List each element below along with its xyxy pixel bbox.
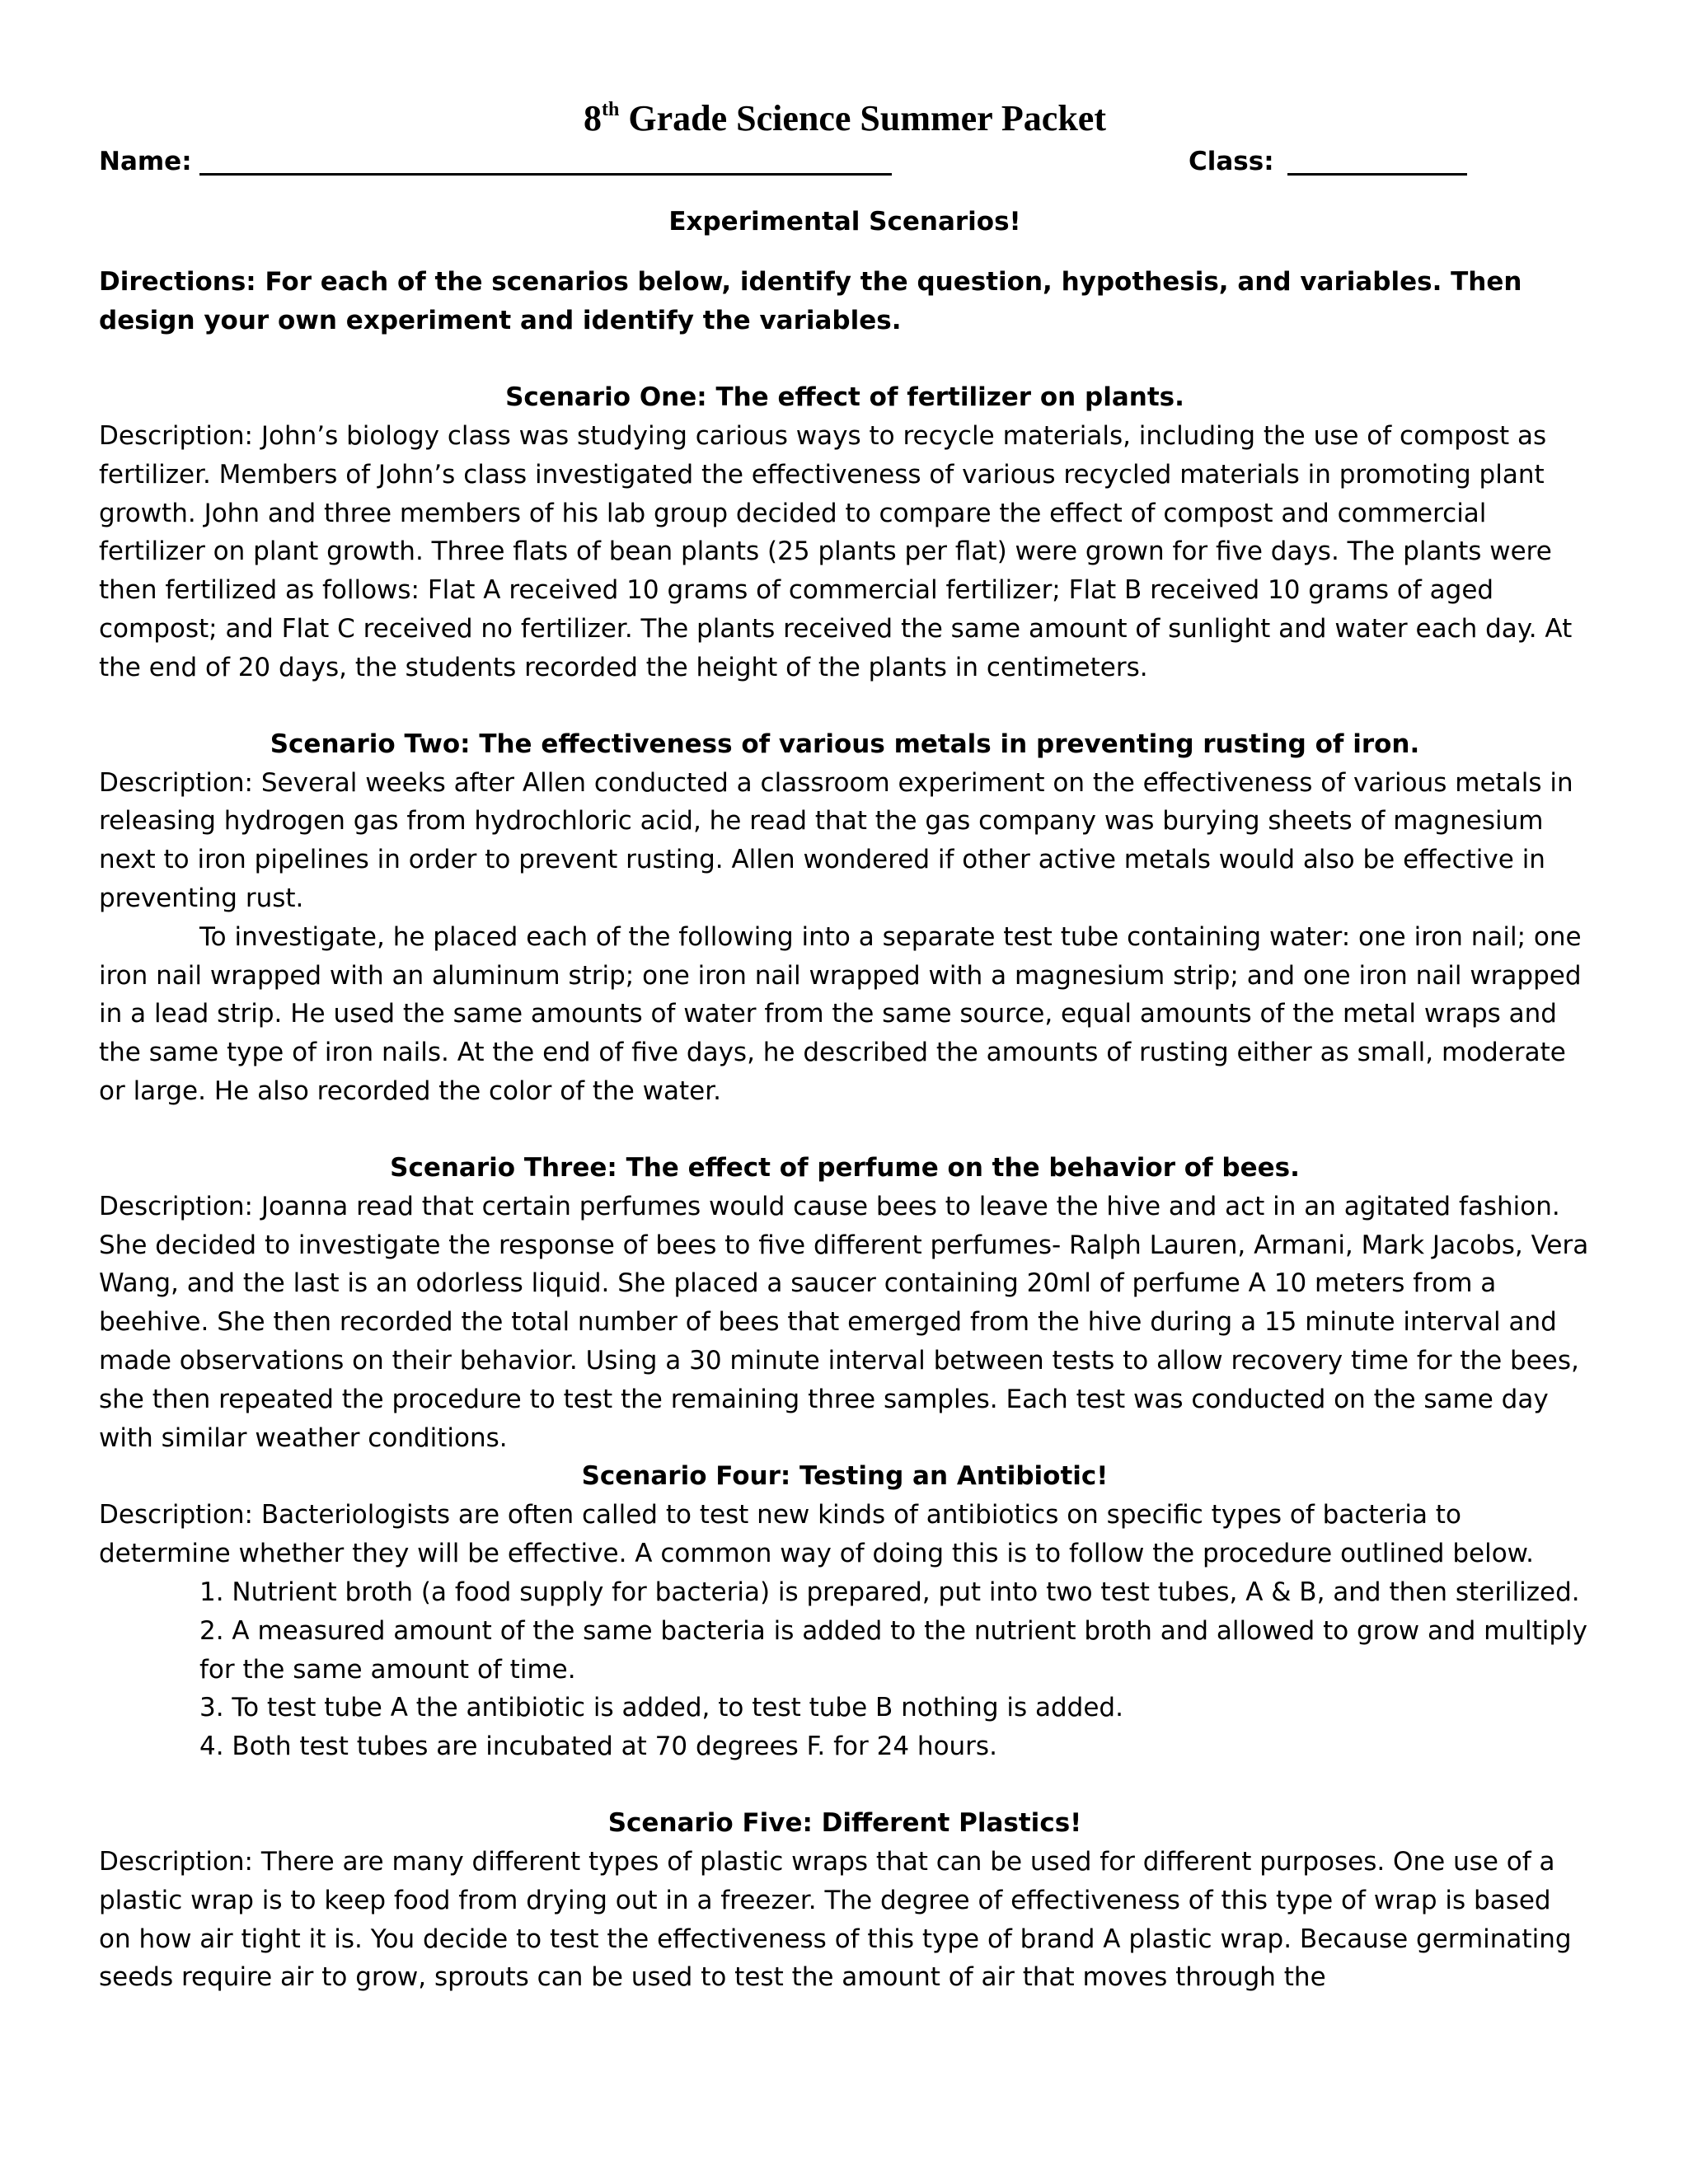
procedure-step: 1. Nutrient broth (a food supply for bacteria) is prepared, put into two test tubes, A & B, and then sterilized.: [199, 1577, 1580, 1607]
procedure-step: 3. To test tube A the antibiotic is added, to test tube B nothing is added.: [199, 1693, 1123, 1723]
title-suffix: Grade Science Summer Packet: [619, 98, 1106, 138]
scenario-four: [99, 1457, 1591, 1766]
class-label: Class:: [1189, 147, 1274, 176]
class-blank[interactable]: [1287, 173, 1467, 176]
name-label: Name:: [99, 147, 192, 176]
scenario-description: Description: Bacteriologists are often called to test new kinds of antibiotics on specific types of bacteria to determine whether they will be effective. A common way of doing this is to follow the procedure outlined below.: [99, 1500, 1535, 1569]
scenario-heading: Scenario Three: The effect of perfume on the behavior of bees.: [390, 1152, 1300, 1183]
scenario-heading: Scenario Two: The effectiveness of various metals in preventing rusting of iron.: [270, 729, 1420, 759]
scenario-description: Description: Joanna read that certain perfumes would cause bees to leave the hive and act in an agitated fashion. She decided to investigate the response of bees to five different perfumes- Ralph Lauren, Armani, Mark Jacobs, Vera Wang, and the last is an odorless liquid. She placed a saucer containing 20ml of perfume A 10 meters from a beehive. She then recorded the total number of bees that emerged from the hive during a 15 minute interval and made observations on their behavior. Using a 30 minute interval between tests to allow recovery time for the bees, she then repeated the procedure to test the remaining three samples. Each test was conducted on the same day with similar weather conditions.: [99, 1191, 1589, 1453]
scenario-description: Description: John’s biology class was studying carious ways to recycle materials, including the use of compost as fertilizer. Members of John’s class investigated the effectiveness of various recycled materials in promoting plant growth. John and three members of his lab group decided to compare the effect of compost and commercial fertilizer on plant growth. Three flats of bean plants (25 plants per flat) were grown for five days. The plants were then fertilized as follows: Flat A received 10 grams of commercial fertilizer; Flat B received 10 grams of aged compost; and Flat C received no fertilizer. The plants received the same amount of sunlight and water each day. At the end of 20 days, the students recorded the height of the plants in centimeters.: [99, 421, 1573, 682]
page-title: [99, 97, 1591, 140]
scenario-description: Description: There are many different types of plastic wraps that can be used for different purposes. One use of a plastic wrap is to keep food from drying out in a freezer. The degree of effectiveness of this type of wrap is based on how air tight it is. You decide to test the effectiveness of this type of brand A plastic wrap. Because germinating seeds require air to grow, sprouts can be used to test the amount of air that moves through the: [99, 1846, 1572, 1993]
directions: Directions: For each of the scenarios below, identify the question, hypothesis, and variables. Then design your own experiment and identify the variables.: [99, 267, 1522, 335]
scenario-description: Description: Several weeks after Allen conducted a classroom experiment on the effectiveness of various metals in releasing hydrogen gas from hydrochloric acid, he read that the gas company was burying sheets of magnesium next to iron pipelines in order to prevent rusting. Allen wondered if other active metals would also be effective in preventing rust.: [99, 767, 1573, 913]
scenario-three: [99, 1149, 1591, 1458]
scenario-heading: Scenario Four: Testing an Antibiotic!: [581, 1461, 1109, 1492]
scenario-heading: Scenario Five: Different Plastics!: [607, 1807, 1082, 1838]
scenario-five: [99, 1804, 1591, 1997]
scenario-one: [99, 378, 1591, 687]
scenario-heading: Scenario One: The effect of fertilizer on plants.: [505, 382, 1184, 412]
name-class-row: [99, 140, 1591, 181]
packet-page: [99, 97, 1591, 1997]
section-title: Experimental Scenarios!: [668, 207, 1021, 237]
scenario-two: [99, 725, 1591, 1111]
procedure-step: 4. Both test tubes are incubated at 70 degrees F. for 24 hours.: [199, 1732, 997, 1762]
name-blank[interactable]: [199, 173, 892, 176]
scenario-description-continued: To investigate, he placed each of the following into a separate test tube containing water: one iron nail; one iron nail wrapped with an aluminum strip; one iron nail wrapped with a magnesium strip; and one iron nail wrapped in a lead strip. He used the same amounts of water from the same source, equal amounts of the metal wraps and the same type of iron nails. At the end of five days, he described the amounts of rusting either as small, moderate or large. He also recorded the color of the water.: [99, 921, 1582, 1106]
title-superscript: th: [602, 99, 620, 120]
procedure-step: 2. A measured amount of the same bacteria is added to the nutrient broth and allowed to grow and multiply for the same amount of time.: [199, 1615, 1588, 1685]
title-prefix: 8: [584, 98, 603, 138]
